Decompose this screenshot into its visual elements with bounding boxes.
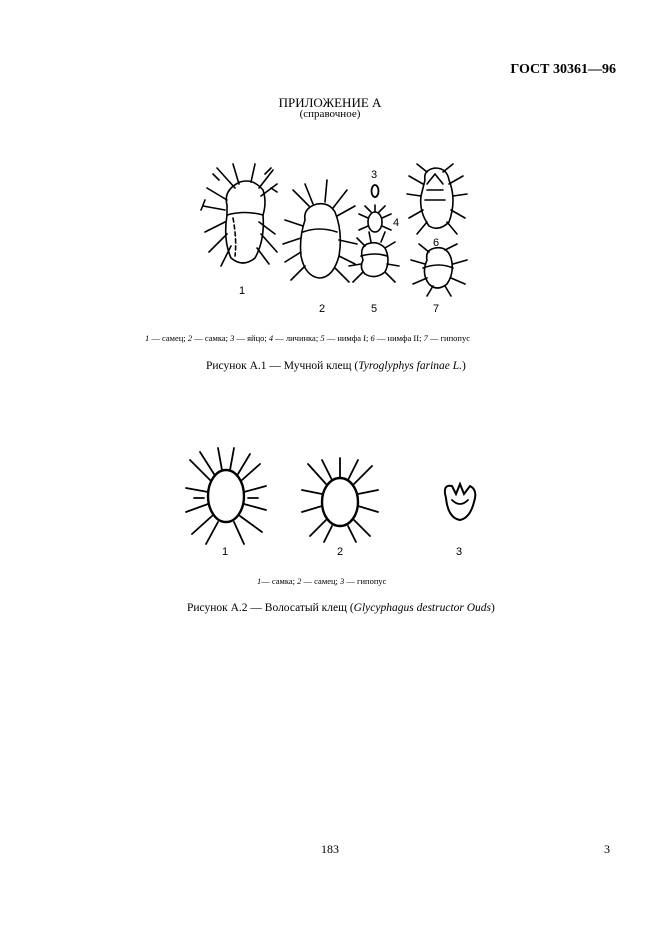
legend-a2-text-2: самец; <box>314 576 338 586</box>
hairy-mite-1-female-drawing <box>186 448 266 544</box>
figure-a2-legend: 1— самка; 2 — самец; 3 — гипопус <box>257 576 387 586</box>
figure-a1-label-6: 6 <box>433 237 440 249</box>
mite-1-male-drawing <box>201 164 277 266</box>
legend-a1-text-5: нимфа I; <box>337 333 369 343</box>
legend-a2-text-3: гипопус <box>357 576 387 586</box>
legend-a1-num-4: 4 <box>268 333 274 343</box>
legend-a1-text-3: яйцо; <box>247 333 267 343</box>
figure-a1-label-3: 3 <box>371 169 378 181</box>
figure-a1-label-2: 2 <box>319 303 326 315</box>
legend-a1-text-4: личинка; <box>285 333 319 343</box>
figure-a2-label-3: 3 <box>456 546 463 558</box>
legend-a1-num-1: 1 <box>145 333 150 343</box>
caption-a1-prefix: Рисунок А.1 — Мучной клещ ( <box>206 360 359 372</box>
figure-a1-illustration <box>195 160 475 320</box>
nymph-5-drawing <box>349 232 399 282</box>
page-number: 183 <box>321 842 339 856</box>
appendix-subtitle: (справочное) <box>299 108 361 120</box>
nymph-6-drawing <box>407 164 467 234</box>
figure-a1-caption <box>206 360 466 372</box>
larva-4-drawing <box>359 205 391 232</box>
figure-a1-label-4: 4 <box>393 217 400 229</box>
legend-a2-num-2: 2 <box>297 576 302 586</box>
figure-a1-legend: 1 — самец; 2 — самка; 3 — яйцо; 4 — личинка; 5 — нимфа I; 6 — нимфа II; 7 — гипопус <box>145 333 470 343</box>
legend-a1-text-1: самец; <box>162 333 186 343</box>
legend-a1-text-6: нимфа II; <box>387 333 422 343</box>
legend-a2-num-1: 1 <box>257 576 262 586</box>
caption-a2-suffix: ) <box>491 602 495 614</box>
caption-a1-suffix: ) <box>462 360 466 372</box>
legend-a1-num-7: 7 <box>423 333 428 343</box>
figure-a1-label-1: 1 <box>239 285 246 297</box>
legend-a2-text-1: самка; <box>271 576 296 586</box>
caption-a2-prefix: Рисунок А.2 — Волосатый клещ ( <box>187 602 354 614</box>
document-code: ГОСТ 30361—96 <box>510 62 616 77</box>
hypopus-7-drawing <box>411 244 467 296</box>
caption-a2-species: Glycyphagus destructor Ouds <box>353 602 492 614</box>
figure-a2-label-2: 2 <box>337 546 344 558</box>
legend-a1-text-2: самка; <box>204 333 229 343</box>
legend-a1-text-7: гипопус <box>440 333 470 343</box>
appendix-title: ПРИЛОЖЕНИЕ А <box>278 95 382 110</box>
legend-a1-num-6: 6 <box>370 333 375 343</box>
figure-a1-label-7: 7 <box>433 303 440 315</box>
legend-a1-num-3: 3 <box>230 333 235 343</box>
hairy-mite-2-male-drawing <box>302 458 378 542</box>
figure-a2-illustration <box>180 440 480 570</box>
figure-a1-label-5: 5 <box>371 303 378 315</box>
mite-2-female-drawing <box>283 180 357 282</box>
hypopus-3-drawing <box>445 484 475 520</box>
figure-a2-label-1: 1 <box>222 546 229 558</box>
legend-a2-num-3: 3 <box>340 576 345 586</box>
legend-a1-num-2: 2 <box>187 333 193 343</box>
egg-3-drawing <box>372 185 379 197</box>
figure-a2-caption <box>187 602 495 614</box>
legend-a1-num-5: 5 <box>320 333 325 343</box>
sheet-number: 3 <box>604 842 610 856</box>
caption-a1-species: Tyroglyphys farinae L. <box>358 360 463 372</box>
